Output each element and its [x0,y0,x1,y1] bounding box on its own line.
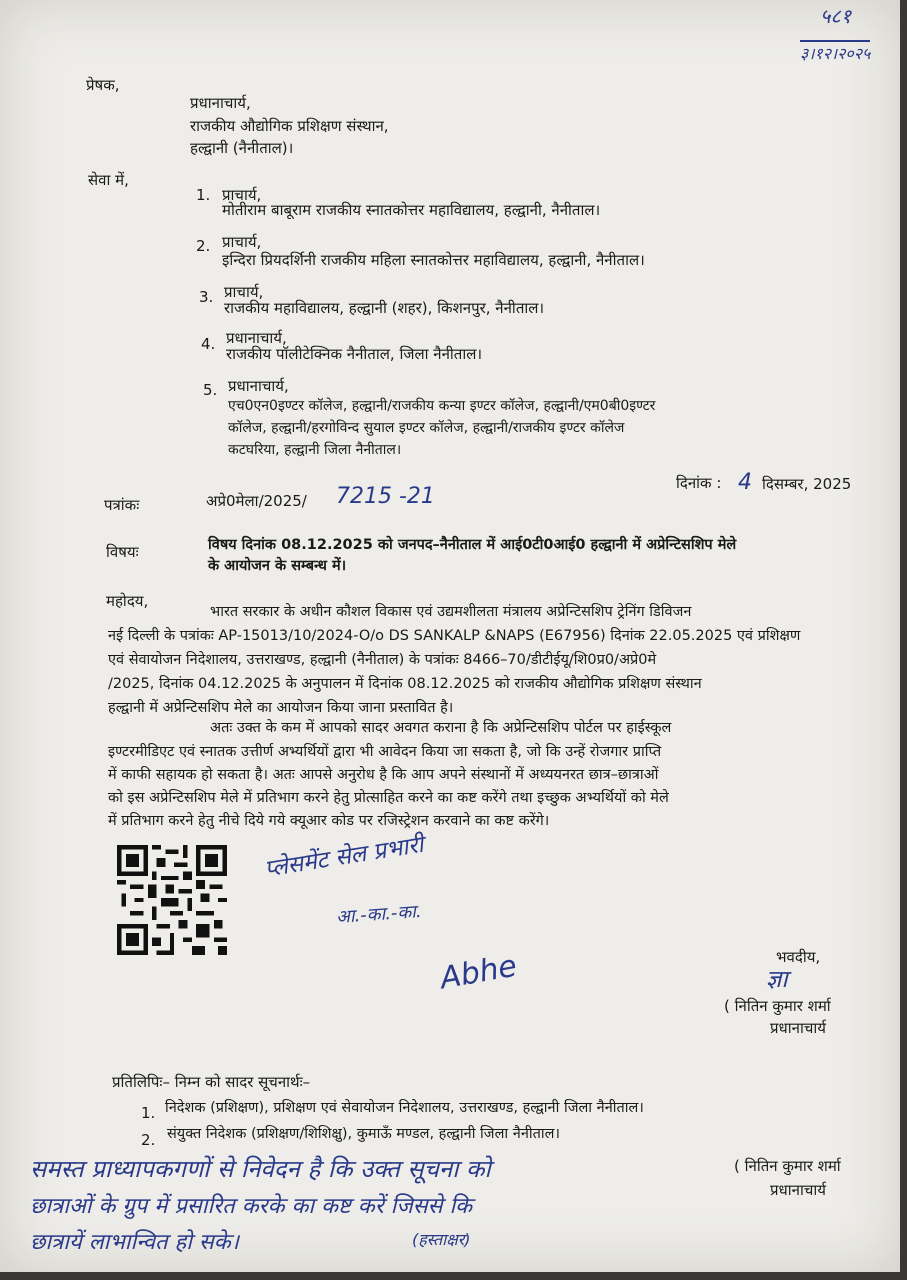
recipient-address: राजकीय महाविद्यालय, हल्द्वानी (शहर), किशनपुर, नैनीताल। [224,299,545,317]
registration-qr-code[interactable] [112,845,232,955]
body-line: इण्टरमीडिएट एवं स्नातक उत्तीर्ण अभ्यर्थियों द्वारा भी आवेदन किया जा सकता है, जो कि उन्हें रोजगार प्राप्ति [108,744,662,760]
salutation: महोदय, [106,592,149,610]
closing-regards: भवदीय, [776,948,821,966]
sender-line: राजकीय औद्योगिक प्रशिक्षण संस्थान, [190,117,389,135]
date-month-year: दिसम्बर, 2025 [762,475,852,493]
letter-number-handwritten: 7215 -21 [336,484,435,509]
body-line: /2025, दिनांक 04.12.2025 के अनुपालन में दिनांक 08.12.2025 को राजकीय औद्योगिक प्रशिक्षण संस्थान [108,676,702,692]
recipient-title: प्राचार्य, [222,186,262,204]
subject-label: विषयः [106,543,139,561]
copy-item-number: 1. [141,1104,156,1122]
body-line: नई दिल्ली के पत्रांकः AP-15013/10/2024-O/o DS SANKALP &NAPS (E67956) दिनांक 22.05.2025 एवं प्रशिक्षण [108,628,801,644]
recipient-address: मोतीराम बाबूराम राजकीय स्नातकोत्तर महाविद्यालय, हल्द्वानी, नैनीताल। [222,201,601,219]
handwritten-instruction-line: समस्त प्राध्यापकगणों से निवेदन है कि उक्त सूचना को [30,1155,491,1183]
copy-item-text: निदेशक (प्रशिक्षण), प्रशिक्षण एवं सेवायोजन निदेशालय, उत्तराखण्ड, हल्द्वानी जिला नैनीताल। [165,1100,644,1116]
date-day: 4 [738,470,752,495]
sender-line: प्रधानाचार्य, [190,94,251,112]
body-line: एवं सेवायोजन निदेशालय, उत्तराखण्ड, हल्द्वानी (नैनीताल) के पत्रांकः 8466–70/डीटीईयू/शि0प्र0/अप्रे0मे [108,652,657,668]
recipient-title: प्राचार्य, [222,233,262,251]
recipient-title: प्राचार्य, [224,283,264,301]
letter-number: अप्रे0मेला/2025/ [206,492,307,510]
recipient-title: प्रधानाचार्य, [226,329,287,347]
signatory-designation: प्रधानाचार्य [770,1019,826,1037]
handwritten-instruction-sign: (हस्ताक्षर) [412,1230,471,1249]
recipient-number: 1. [196,186,211,204]
letter-number-label: पत्रांकः [104,496,140,514]
signatory-name-copy: ( नितिन कुमार शर्मा [734,1157,841,1175]
copy-item-text: संयुक्त निदेशक (प्रशिक्षण/शिशिक्षु), कुमाऊँ मण्डल, हल्द्वानी जिला नैनीताल। [167,1126,560,1142]
copy-to-label: प्रतिलिपिः– निम्न को सादर सूचनार्थः– [112,1073,311,1091]
recipient-number: 2. [196,237,211,255]
copy-item-number: 2. [141,1131,156,1149]
handwritten-instruction-line: छात्रायें लाभान्वित हो सके। [30,1230,240,1255]
recipient-address: एच0एन0इण्टर कॉलेज, हल्द्वानी/राजकीय कन्या इण्टर कॉलेज, हल्द्वानी/एम0बी0इण्टर [228,398,656,414]
body-line: हल्द्वानी में अप्रेन्टिसशिप मेले का आयोजन किया जाना प्रस्तावित है। [108,700,454,716]
subject-line: विषय दिनांक 08.12.2025 को जनपद–नैनीताल में आई0टी0आई0 हल्द्वानी में अप्रेन्टिसशिप मेले [208,537,737,553]
signatory-name: ( नितिन कुमार शर्मा [724,997,831,1015]
sender-line: हल्द्वानी (नैनीताल)। [190,139,294,157]
body-line: में काफी सहायक हो सकता है। अतः आपसे अनुरोध है कि आप अपने संस्थानों में अध्ययनरत छात्र–छात्राओं [108,767,659,783]
recipient-number: 5. [203,381,218,399]
recipient-number: 4. [201,335,216,353]
corner-note-date: ३।१२।२०२५ [800,40,870,64]
signatory-designation-copy: प्रधानाचार्य [770,1181,826,1199]
subject-line: के आयोजन के सम्बन्ध में। [208,558,347,574]
body-line: को इस अप्रेन्टिसशिप मेले में प्रतिभाग करने हेतु प्रोत्साहित करने का कष्ट करेंगे तथा इच्छुक अभ्यर्थियों को मेले [108,790,669,806]
recipient-title: प्रधानाचार्य, [228,377,289,395]
corner-note-number: ५८१ [820,4,852,28]
recipient-address: इन्दिरा प्रियदर्शिनी राजकीय महिला स्नातकोत्तर महाविद्यालय, हल्द्वानी, नैनीताल। [222,251,645,269]
recipient-number: 3. [199,288,214,306]
handwritten-instruction-line: छात्राओं के ग्रुप में प्रसारित करके का कष्ट करें जिससे कि [30,1194,473,1219]
recipients-label: सेवा में, [88,171,129,189]
recipient-address: कटघरिया, हल्द्वानी जिला नैनीताल। [228,442,402,458]
recipient-address: कॉलेज, हल्द्वानी/हरगोविन्द सुयाल इण्टर कॉलेज, हल्द्वानी/राजकीय इण्टर कॉलेज [228,420,625,436]
body-line: अतः उक्त के कम में आपको सादर अवगत कराना है कि अप्रेन्टिसशिप पोर्टल पर हाईस्कूल [210,720,672,736]
sender-label: प्रेषक, [86,76,120,94]
recipient-address: राजकीय पॉलीटेक्निक नैनीताल, जिला नैनीताल। [226,345,483,363]
handwritten-note-placement: प्लेसमेंट सेल प्रभारी [262,831,426,883]
signature: ज्ञा [766,965,788,993]
body-line: में प्रतिभाग करने हेतु नीचे दिये गये क्यूआर कोड पर रजिस्ट्रेशन करवाने का कष्ट करेंगे। [108,813,550,829]
date-label: दिनांक : [676,474,722,492]
handwritten-initials: Abhe [437,948,520,997]
handwritten-note-short: आ.-का.-का. [335,901,423,928]
body-line: भारत सरकार के अधीन कौशल विकास एवं उद्यमशीलता मंत्रालय अप्रेन्टिसशिप ट्रेनिंग डिविजन [210,604,692,620]
